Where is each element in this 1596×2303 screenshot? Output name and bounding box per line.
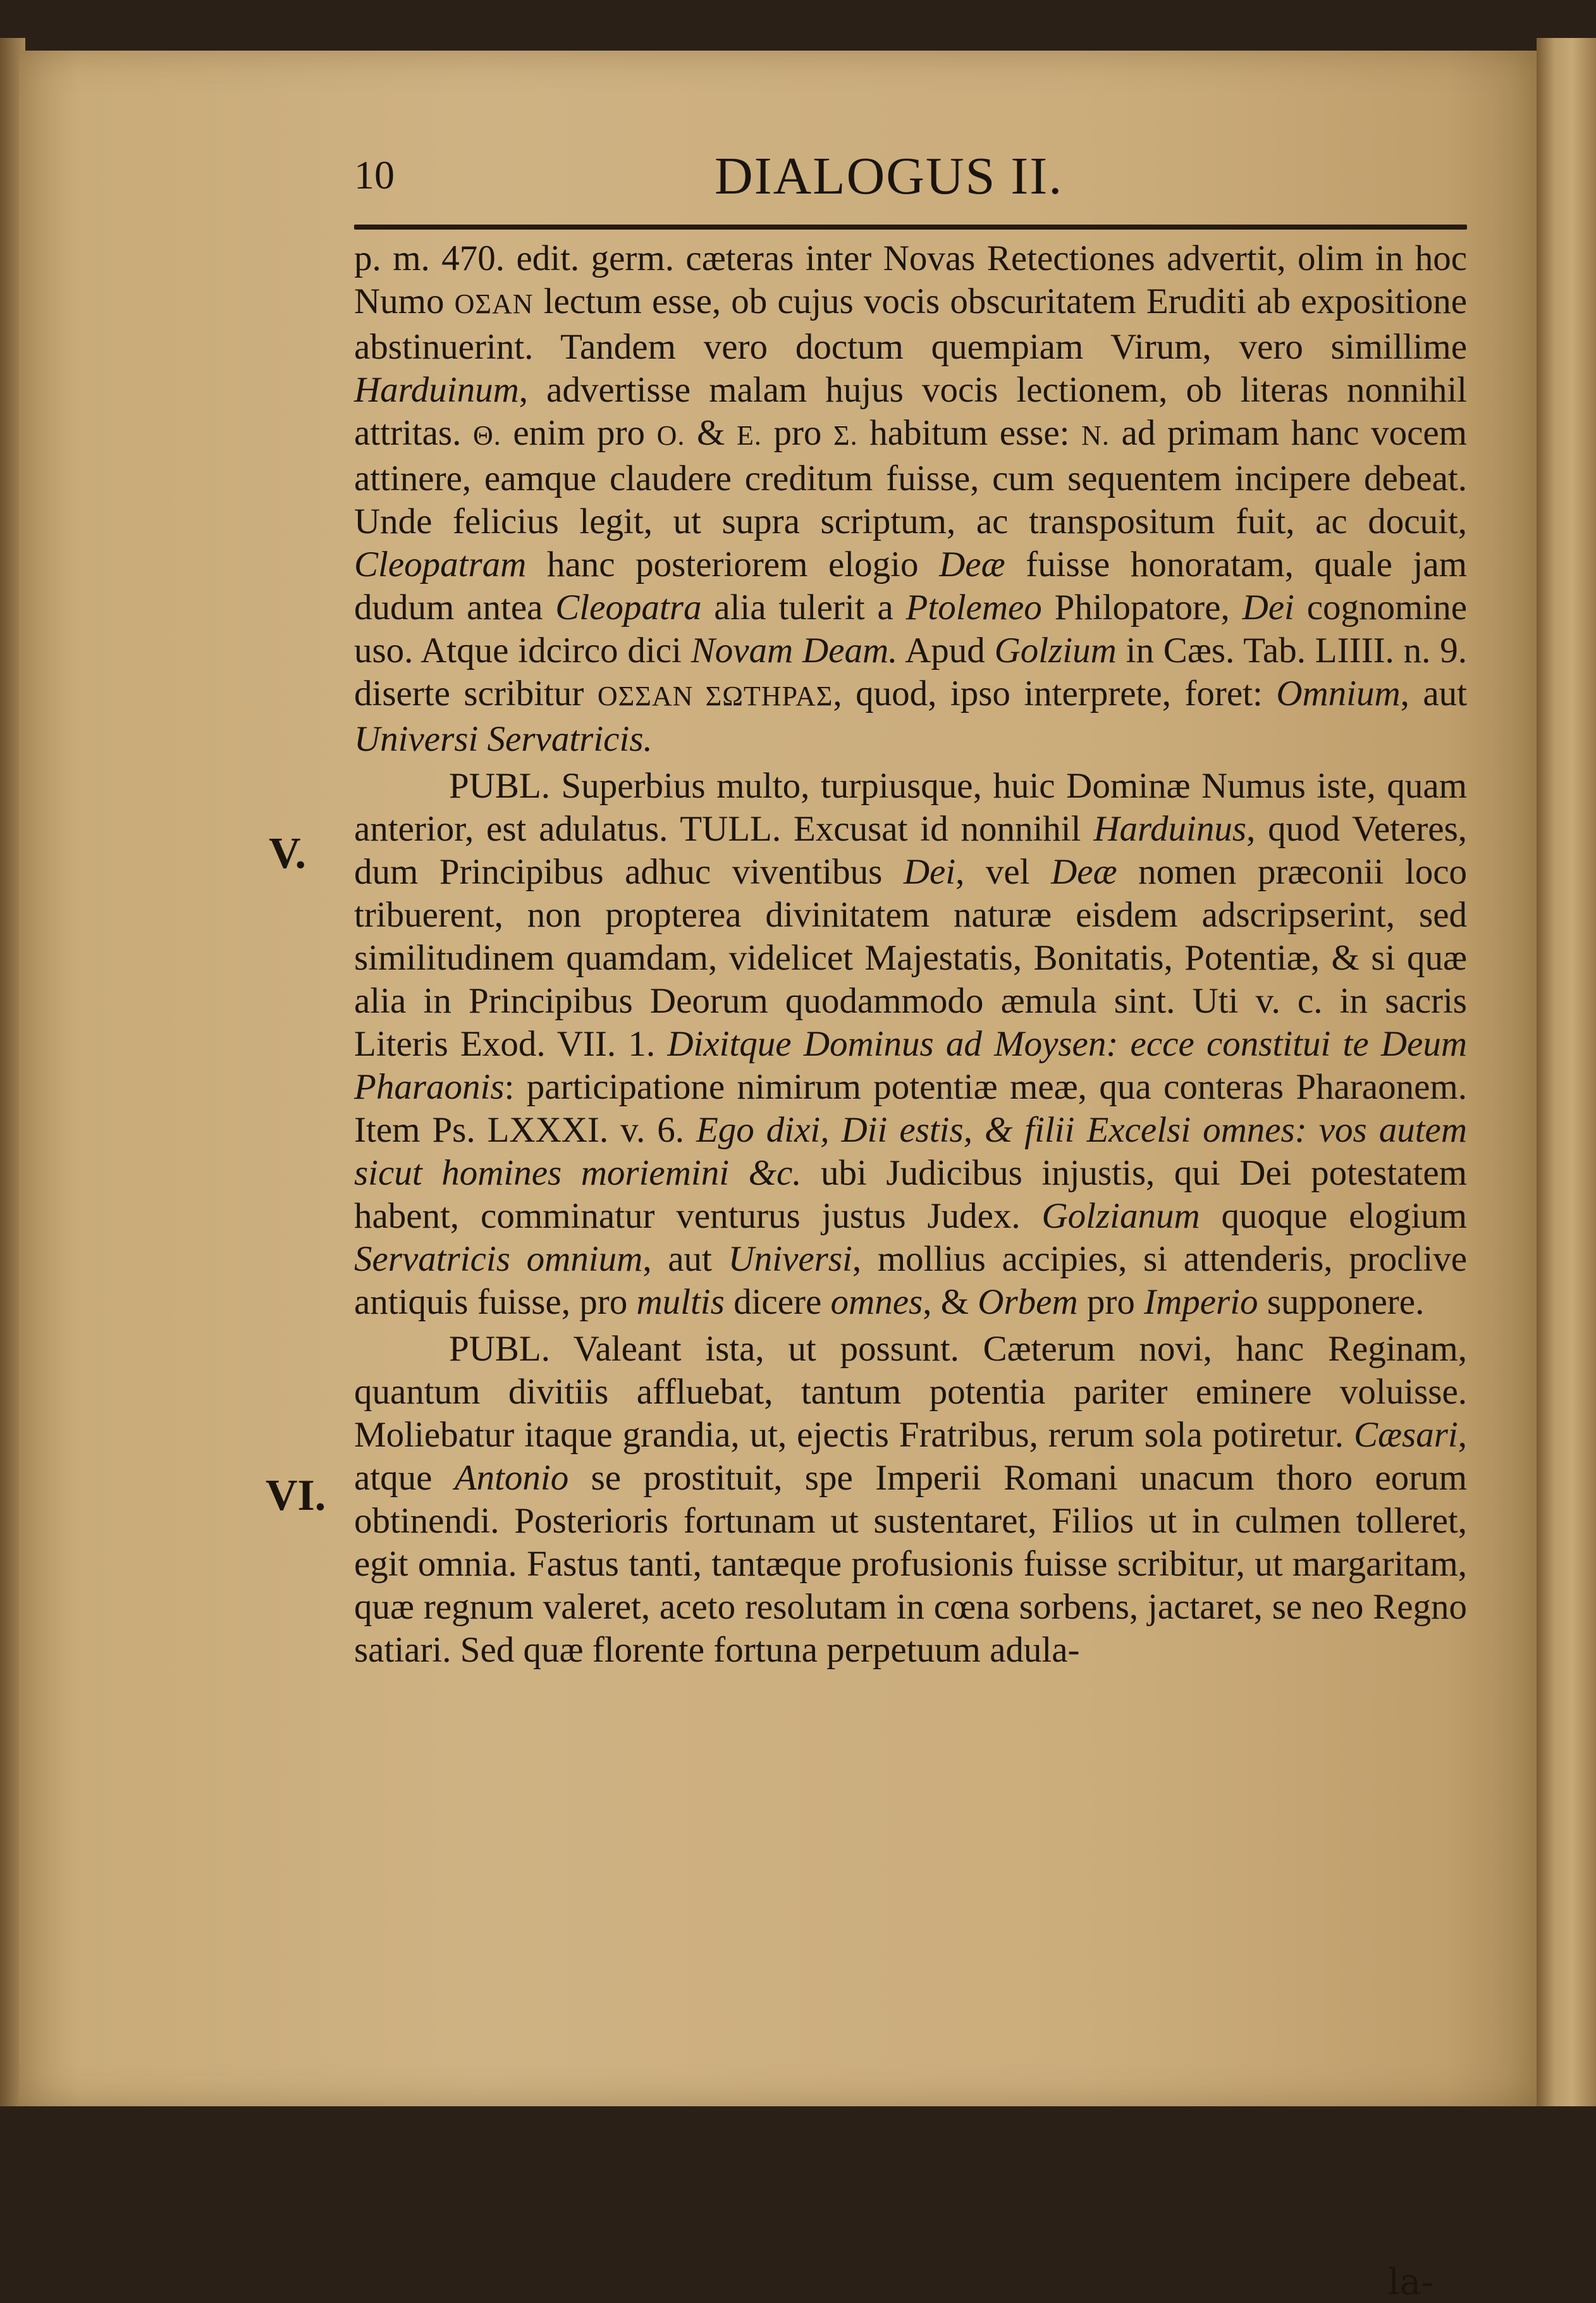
text-run: : participatione nimirum potentiæ meæ, qua conteras Pharaonem. Item Ps. LXXXI. v. 6. — [354, 1067, 1467, 1150]
italic-text: multis — [636, 1282, 725, 1322]
italic-text: Ptolemeo — [905, 588, 1042, 627]
small-caps-text: ΟΣΑΝ — [454, 288, 534, 319]
italic-text: Golzianum — [1041, 1196, 1200, 1236]
text-run: , aut — [642, 1239, 728, 1279]
small-caps-text: Σ. — [833, 420, 858, 451]
small-caps-text: O. — [656, 420, 685, 451]
paragraph — [354, 237, 1467, 761]
italic-text: Deæ — [939, 545, 1005, 584]
small-caps-text: E. — [736, 420, 762, 451]
italic-text: Novam Deam. — [691, 631, 898, 670]
text-run: ad primam hanc vocem attinere, eamque claudere creditum fuisse, cum sequentem incipere debeat. Unde felicius legit, ut supra scriptum, ac transpositum fuit, ac docuit, — [354, 413, 1468, 541]
italic-text: Universi — [728, 1239, 852, 1279]
italic-text: Cleopatram — [354, 545, 527, 584]
text-run: alia tulerit a — [701, 588, 906, 627]
text-run: , quod, ipso interprete, foret: — [833, 674, 1277, 713]
italic-text: Universi Servatricis. — [354, 719, 653, 759]
italic-text: Dei — [1242, 588, 1294, 627]
small-caps-text: Θ. — [472, 420, 501, 451]
italic-text: Harduinum — [354, 370, 519, 410]
small-caps-text: N. — [1081, 420, 1110, 451]
italic-text: Antonio — [454, 1458, 569, 1498]
text-run: , atque — [354, 1415, 1467, 1498]
italic-text: Dixitque Dominus ad Moysen: ecce constitui te Deum Pharaonis — [354, 1024, 1467, 1107]
text-run: nomen præconii loco tribuerent, non propterea divinitatem naturæ eisdem adscripserint, sed similitudinem quamdam, videlicet Majestatis, Bonitatis, Potentiæ, & si quæ alia in Principibus Deorum quodammodo æmula sint. Uti v. c. in sacris Literis Exod. VII. 1. — [354, 852, 1468, 1064]
text-run: , mollius accipies, si attenderis, proclive antiquis fuisse, pro — [354, 1239, 1467, 1322]
text-run: pro — [761, 413, 834, 453]
italic-text: Ego dixi, Dii estis, & filii Excelsi omnes: vos autem sicut homines moriemini &c. — [354, 1110, 1467, 1193]
text-run: Philopatore, — [1041, 588, 1243, 627]
margin-marker-vi: VI. — [266, 1471, 326, 1520]
text-run: fuisse honoratam, quale jam dudum antea — [354, 545, 1467, 627]
text-run: quoque elogium — [1200, 1196, 1467, 1236]
text-run: in Cæs. Tab. LIIII. n. 9. diserte scribitur — [354, 631, 1467, 713]
italic-text: Golzium — [994, 631, 1117, 670]
text-run: , advertisse malam hujus vocis lectionem, ob literas nonnihil attritas. — [354, 370, 1467, 453]
page-header — [354, 145, 1239, 221]
body-text — [354, 237, 1467, 1672]
text-run: ubi Judicibus injustis, qui Dei potestatem habent, comminatur venturus justus Judex. — [354, 1153, 1467, 1236]
text-run: , vel — [955, 852, 1052, 892]
paragraph — [354, 1328, 1467, 1672]
italic-text: Servatricis omnium — [354, 1239, 643, 1279]
text-run: supponere. — [1258, 1282, 1425, 1322]
text-run: , & — [923, 1282, 978, 1322]
text-run: habitum esse: — [857, 413, 1082, 453]
text-run: p. m. 470. edit. germ. cæteras inter Novas Retectiones advertit, olim in hoc Numo — [354, 238, 1467, 321]
italic-text: Imperio — [1144, 1282, 1258, 1322]
text-run: , quod Veteres, dum Principibus adhuc viventibus — [354, 809, 1468, 892]
text-run: , aut — [1400, 674, 1468, 713]
running-title: DIALOGUS II. — [715, 147, 1064, 206]
italic-text: Deæ — [1051, 852, 1117, 892]
text-run: PUBL. Superbius multo, turpiusque, huic Dominæ Numus iste, quam anterior, est adulatus. TULL. Excusat id nonnihil — [354, 766, 1467, 849]
margin-marker-v: V. — [269, 829, 307, 878]
italic-text: Dei — [903, 852, 956, 892]
text-run: PUBL. Valeant ista, ut possunt. Cæterum novi, hanc Reginam, quantum divitiis affluebat, tantum potentia pariter eminere voluisse. Moliebatur itaque grandia, ut, ejectis Fratribus, rerum sola potiretur. — [354, 1329, 1467, 1455]
italic-text: Cæsari — [1354, 1415, 1458, 1455]
text-run: Apud — [897, 631, 995, 670]
catchword: la- — [1388, 2261, 1433, 2303]
italic-text: Omnium — [1276, 674, 1401, 713]
page-number: 10 — [354, 152, 395, 197]
text-run: lectum esse, ob cujus vocis obscuritatem Eruditi ab expositione abstinuerint. Tandem vero doctum quempiam Virum, vero simillime — [354, 281, 1468, 367]
text-run: pro — [1077, 1282, 1145, 1322]
text-run: dicere — [724, 1282, 831, 1322]
text-run: & — [685, 413, 737, 453]
italic-text: omnes — [830, 1282, 923, 1322]
paragraph — [354, 765, 1467, 1324]
text-run: se prostituit, spe Imperii Romani unacum thoro eorum obtinendi. Posterioris fortunam ut sustentaret, Filios ut in culmen tolleret, egit omnia. Fastus tanti, tantæque profusionis fuisse scribitur, ut margaritam, quæ regnum valeret, aceto resolutam in cœna sorbens, jactaret, se neo Regno satiari. Sed quæ florente fortuna perpetuum adula- — [354, 1458, 1467, 1670]
small-caps-text: ΟΣΣΑΝ ΣΩΤΗΡΑΣ — [597, 681, 833, 712]
text-run: cognomine uso. Atque idcirco dici — [354, 588, 1467, 670]
header-rule — [354, 225, 1467, 230]
italic-text: Orbem — [978, 1282, 1078, 1322]
text-run: enim pro — [501, 413, 657, 453]
text-run: hanc posteriorem elogio — [526, 545, 940, 584]
italic-text: Cleopatra — [555, 588, 702, 627]
italic-text: Harduinus — [1093, 809, 1247, 849]
book-gutter — [1537, 38, 1596, 2106]
